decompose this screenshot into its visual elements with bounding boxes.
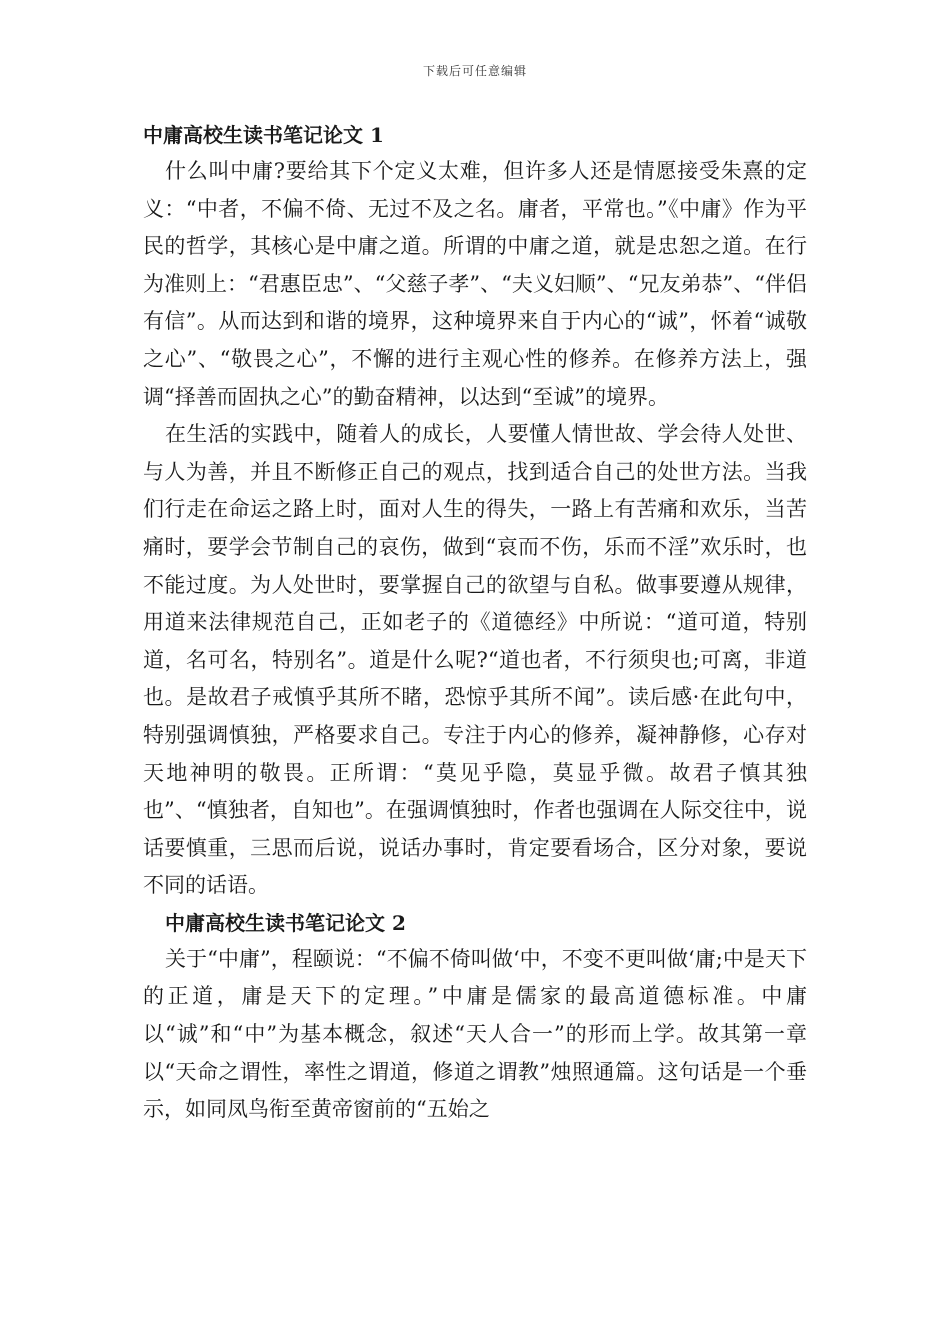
document-body	[143, 117, 807, 1129]
header-note: 下载后可任意编辑	[422, 64, 527, 78]
section-title-1: 中庸高校生读书笔记论文 1	[143, 123, 384, 147]
section-title-2: 中庸高校生读书笔记论文 2	[165, 910, 406, 935]
paragraph-2-1: 关于“中庸”，程颐说：“不偏不倚叫做‘中，不变不更叫做‘庸;中是天下的正道，庸是天下的定理。”中庸是儒家的最高道德标准。中庸以“诚”和“中”为基本概念，叙述“天人合一”的形而上学。故其第一章以“天命之谓性，率性之谓道，修道之谓教”烛照通篇。这句话是一个垂示，如同凤鸟衔至黄帝窗前的“五始之	[143, 946, 807, 1122]
paragraph-1-1: 什么叫中庸?要给其下个定义太难，但许多人还是情愿接受朱熹的定义：“中者，不偏不倚、无过不及之名。庸者，平常也。”《中庸》作为平民的哲学，其核心是中庸之道。所谓的中庸之道，就是忠恕之道。在行为准则上：“君惠臣忠”、“父慈子孝”、“夫义妇顺”、“兄友弟恭”、“伴侣有信”。从而达到和谐的境界，这种境界来自于内心的“诚”，怀着“诚敬之心”、“敬畏之心”，不懈的进行主观心性的修养。在修养方法上，强调“择善而固执之心”的勤奋精神，以达到“至诚”的境界。	[143, 159, 807, 409]
paragraph-1-2: 在生活的实践中，随着人的成长，人要懂人情世故、学会待人处世、与人为善，并且不断修正自己的观点，找到适合自己的处世方法。当我们行走在命运之路上时，面对人生的得失，一路上有苦痛和欢乐，当苦痛时，要学会节制自己的哀伤，做到“哀而不伤，乐而不淫”欢乐时，也不能过度。为人处世时，要掌握自己的欲望与自私。做事要遵从规律，用道来法律规范自己，正如老子的《道德经》中所说：“道可道，特别道，名可名，特别名”。道是什么呢?“道也者，不行须臾也;可离，非道也。是故君子戒慎乎其所不睹，恐惊乎其所不闻”。读后感·在此句中，特别强调慎独，严格要求自己。专注于内心的修养，凝神静修，心存对天地神明的敬畏。正所谓：“莫见乎隐，莫显乎微。故君子慎其独也”、“慎独者，自知也”。在强调慎独时，作者也强调在人际交往中，说话要慎重，三思而后说，说话办事时，肯定要看场合，区分对象，要说不同的话语。	[143, 422, 807, 898]
